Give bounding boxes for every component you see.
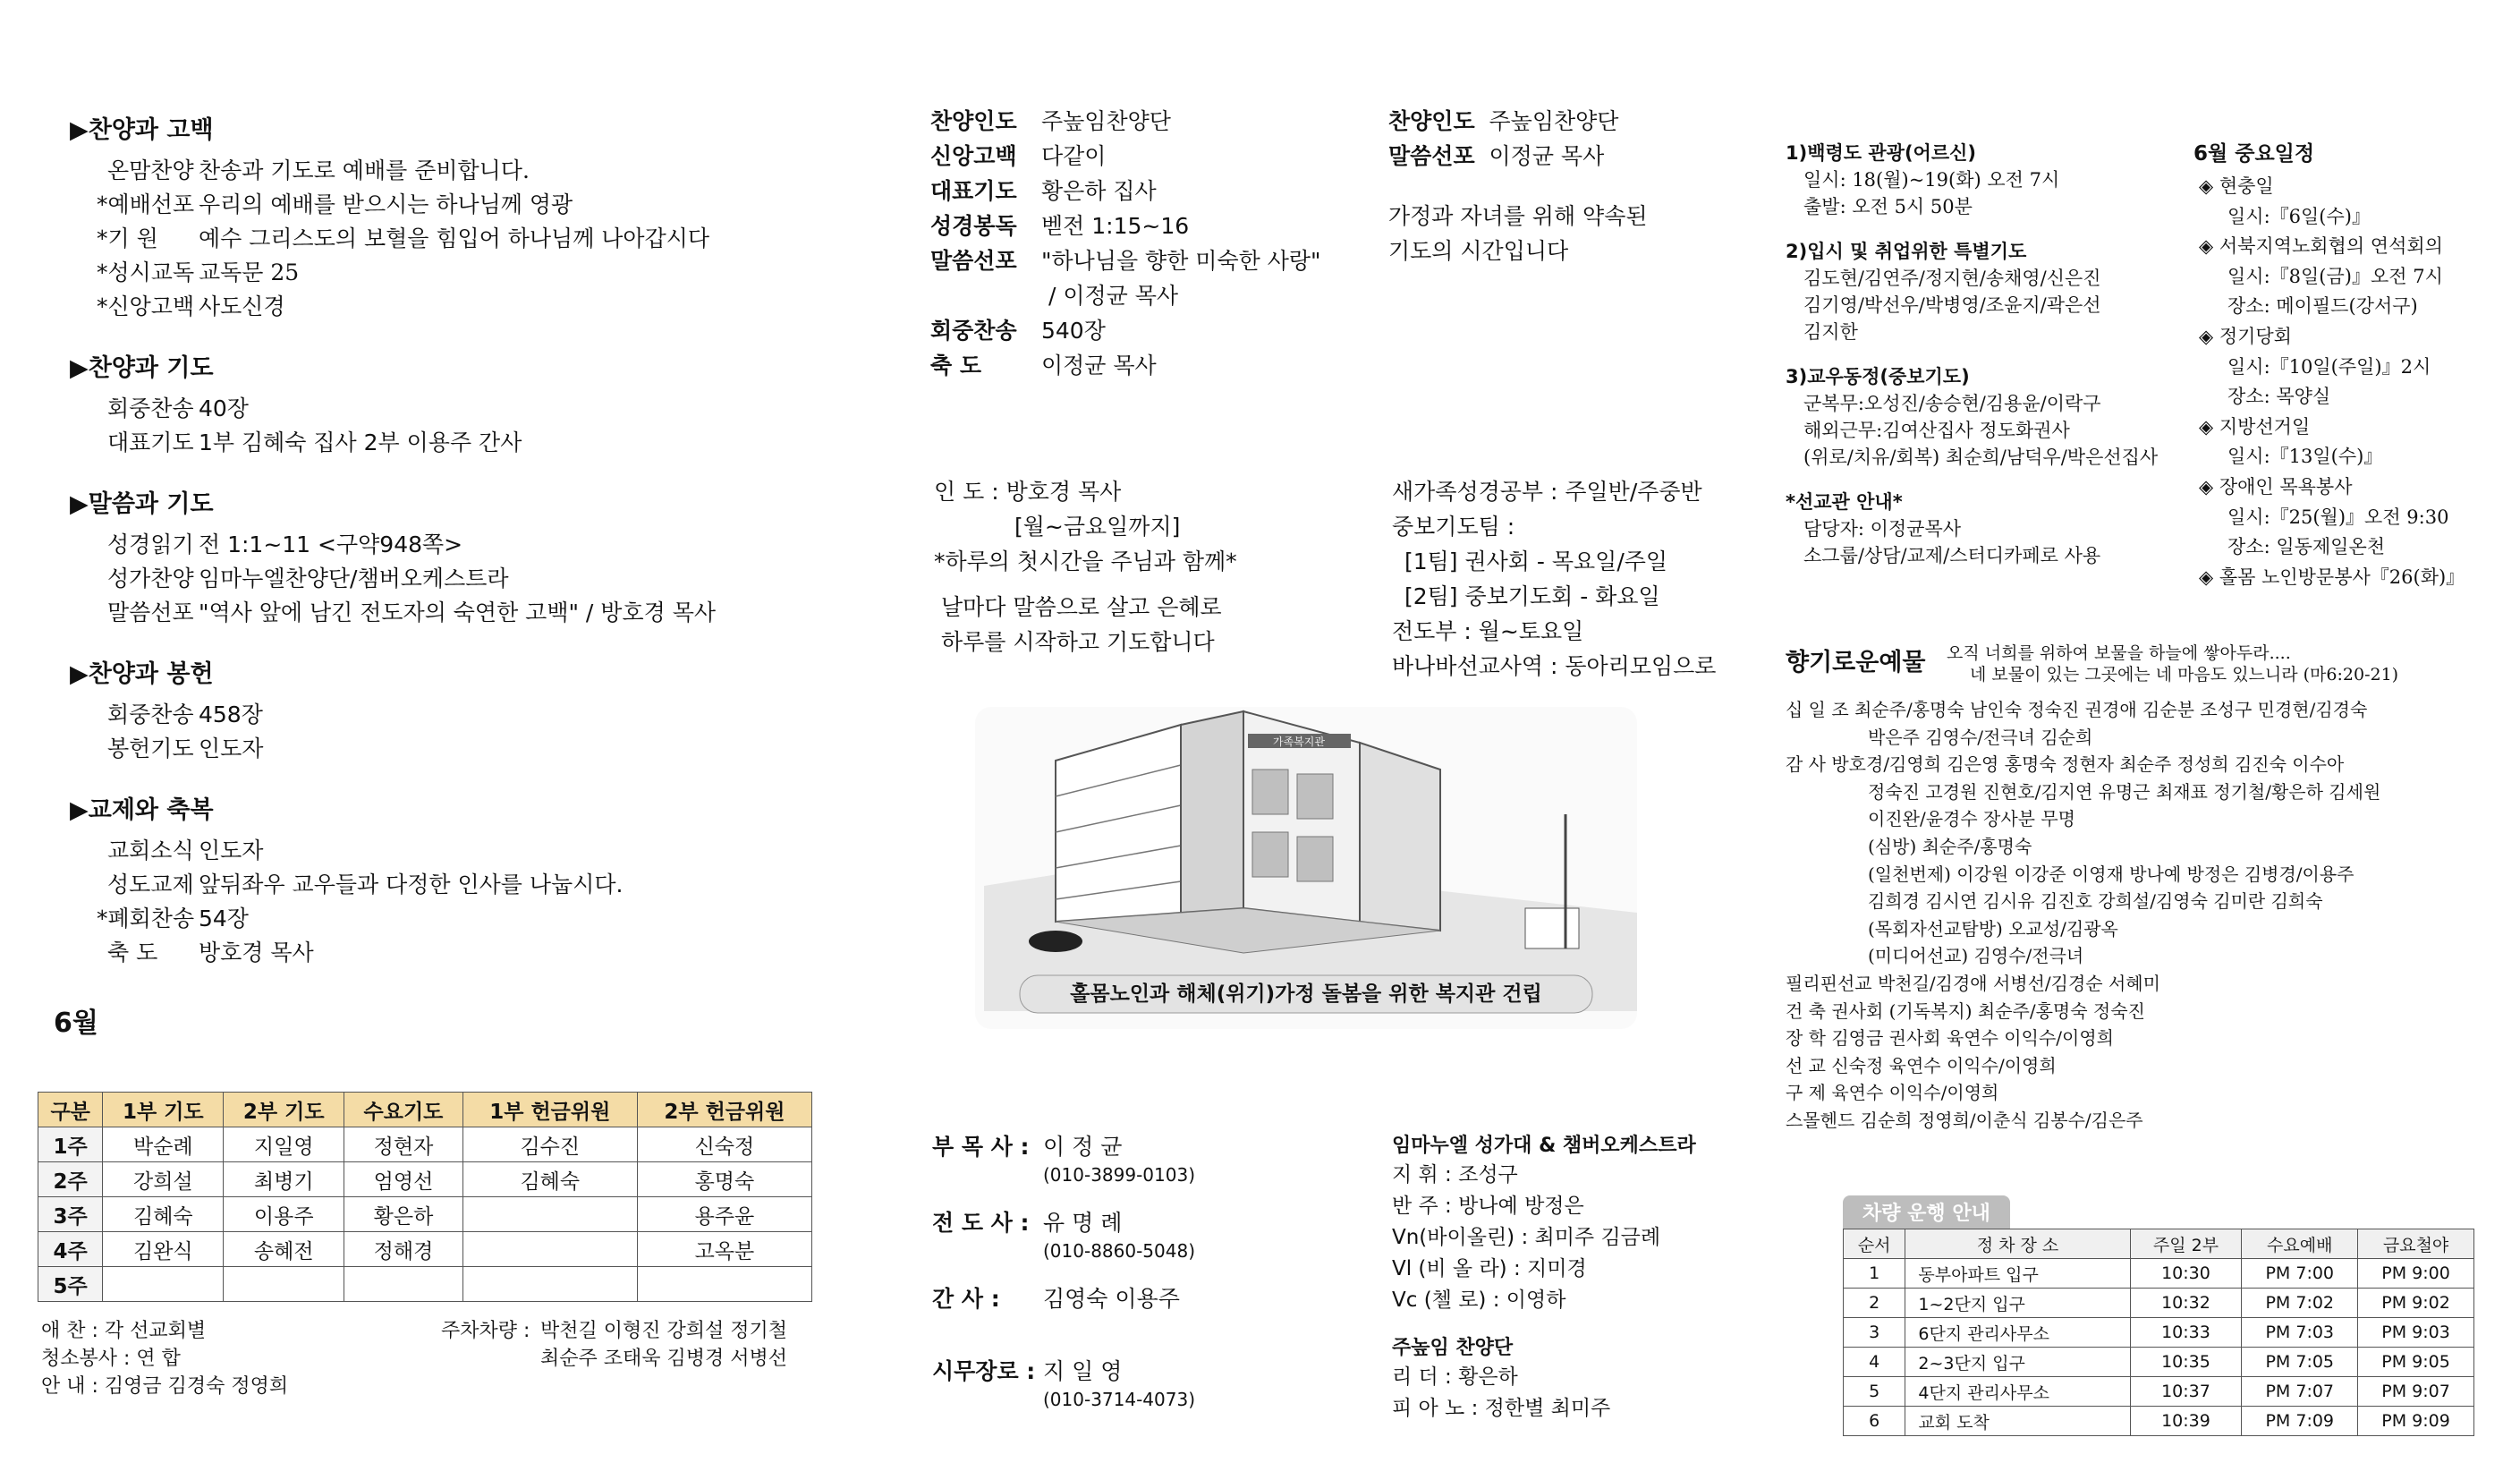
vehicle-cell: 4단지 관리사무소 (1905, 1377, 2130, 1407)
june-line: 장소: 메이필드(강서구) (2227, 295, 2418, 318)
staff-phone: (010-8860-5048) (1043, 1240, 1196, 1262)
order-text: 앞뒤좌우 교우들과 다정한 인사를 나눕시다. (199, 872, 624, 897)
family-line-4: [2팀] 중보기도회 - 화요일 (1404, 583, 1660, 609)
roster-cell: 5주 (38, 1267, 103, 1302)
roster-cell (462, 1232, 637, 1267)
family-line-3: [1팀] 권사회 - 목요일/주일 (1404, 549, 1668, 574)
order-row (70, 528, 875, 562)
news-line: 김지한 (1803, 321, 1858, 343)
roster-header: 1부 헌금위원 (462, 1093, 637, 1127)
vehicle-title: 차량 운행 안내 (1843, 1195, 2010, 1229)
usher-line: 안 내 : 김영금 김경숙 정영희 (41, 1375, 289, 1398)
order-label: 축 도 (107, 940, 158, 965)
order-label: 성가찬양 (107, 566, 194, 591)
roster-cell: 1주 (38, 1127, 103, 1162)
staff-phone: (010-3714-4073) (1043, 1389, 1196, 1410)
offering-line: 박은주 김영수/전극녀 김순희 (1868, 726, 2093, 748)
truck (1525, 908, 1579, 948)
staff-entry (932, 1281, 1362, 1316)
order-label: 봉헌기도 (107, 736, 194, 761)
vehicle-header: 금요철야 (2358, 1229, 2474, 1259)
roster-cell: 정해경 (344, 1232, 463, 1267)
order-label: 대표기도 (107, 430, 194, 455)
news-line: 출발: 오전 5시 50분 (1803, 196, 1973, 217)
vehicle-row (1844, 1348, 2474, 1377)
choir-line-5: Vc (첼 로) : 이영하 (1392, 1289, 1566, 1312)
order-text: 예수 그리스도의 보혈을 힘입어 하나님께 나아갑시다 (199, 225, 710, 251)
vehicle-cell: 6 (1844, 1407, 1905, 1436)
sb-label-1: 찬양인도 (1388, 108, 1475, 134)
roster-cell: 엄영선 (344, 1162, 463, 1197)
service-value: 이정균 목사 (1041, 353, 1157, 379)
bottom-left-info (41, 1317, 828, 1400)
sb-value-1: 주높임찬양단 (1489, 108, 1619, 134)
offering-line: 선 교 신숙정 육연수 이익수/이영희 (1786, 1054, 2057, 1076)
roster-row (38, 1162, 812, 1197)
service-row (930, 174, 1360, 208)
worship-order (70, 113, 875, 997)
offering-line: 김희경 김시연 김시유 김진호 강희설/김영숙 김미란 김희숙 (1868, 890, 2323, 913)
service-row (930, 104, 1360, 139)
offering-line: 건 축 권사회 (기독복지) 최순주/홍명숙 정숙진 (1786, 999, 2145, 1022)
order-text: 방호경 목사 (199, 940, 314, 965)
vehicle-cell: PM 7:09 (2242, 1407, 2358, 1436)
staff-label: 전 도 사 : (932, 1210, 1030, 1236)
order-row (70, 698, 875, 732)
roster-cell: 신숙정 (637, 1127, 811, 1162)
vehicle-cell: PM 9:03 (2358, 1318, 2474, 1348)
sb-line-3: 가정과 자녀를 위해 약속된 (1388, 203, 1648, 229)
section-heading: ▶교제와 축복 (70, 796, 214, 824)
agape-line: 애 찬 : 각 선교회별 (41, 1320, 207, 1342)
staff-entry (932, 1354, 1362, 1410)
staff-phone: (010-3899-0103) (1043, 1164, 1196, 1186)
service-label: 축 도 (930, 353, 982, 379)
vehicle-cell: 5 (1844, 1377, 1905, 1407)
news-line: 일시: 18(월)~19(화) 오전 7시 (1803, 169, 2060, 191)
order-row (70, 562, 875, 596)
dawn-line-3: *하루의 첫시간을 주님과 함께* (934, 549, 1237, 574)
order-label: *폐회찬송 (97, 906, 195, 931)
roster-cell (344, 1267, 463, 1302)
service-value: 황은하 집사 (1041, 178, 1157, 204)
order-row (70, 868, 875, 902)
vehicle-header: 주일 2부 (2130, 1229, 2242, 1259)
order-row (70, 256, 875, 290)
roster-cell: 3주 (38, 1197, 103, 1232)
june-line: 일시:『13일(수)』 (2227, 446, 2383, 468)
vehicle-cell: 2~3단지 입구 (1905, 1348, 2130, 1377)
roster-header: 2부 헌금위원 (637, 1093, 811, 1127)
vehicle-cell: 교회 도착 (1905, 1407, 2130, 1436)
vehicle-cell: PM 9:02 (2358, 1289, 2474, 1318)
offering-line: 스몰헨드 김순희 정영희/이춘식 김봉수/김은주 (1786, 1109, 2143, 1131)
staff-entry (932, 1205, 1362, 1262)
vehicle-cell: 6단지 관리사무소 (1905, 1318, 2130, 1348)
choir-line-6: 리 더 : 황은하 (1392, 1365, 1518, 1389)
vehicle-cell: 2 (1844, 1289, 1905, 1318)
service-row (930, 139, 1360, 174)
sb-value-2: 이정균 목사 (1489, 143, 1605, 169)
order-label: 회중찬송 (107, 396, 194, 421)
roster-cell (462, 1267, 637, 1302)
roster-row (38, 1197, 812, 1232)
roster-header: 구분 (38, 1093, 103, 1127)
order-row (70, 834, 875, 868)
offering-line: (목회자선교탐방) 오교성/김광옥 (1868, 917, 2118, 940)
service-b (1388, 104, 1782, 268)
news-line: 담당자: 이정균목사 (1803, 518, 1962, 540)
offering-line: 정숙진 고경원 진현호/김지연 유명근 최재표 정기철/황은하 김세원 (1868, 780, 2381, 803)
building-drawing (975, 707, 1637, 1029)
roster-cell: 박순례 (103, 1127, 224, 1162)
offering-title: 향기로운예물 (1786, 649, 1926, 676)
choir-line-2: 반 주 : 방나예 방정은 (1392, 1195, 1584, 1218)
june-line: 장소: 일동제일온천 (2227, 536, 2386, 558)
june-title: 6월 중요일정 (2193, 142, 2315, 166)
service-label: 찬양인도 (930, 108, 1017, 134)
staff-entry (932, 1129, 1362, 1186)
june-line: 장소: 목양실 (2227, 386, 2331, 408)
vehicle-cell: 4 (1844, 1348, 1905, 1377)
roster-cell (462, 1197, 637, 1232)
vehicle-cell: 3 (1844, 1318, 1905, 1348)
order-text: 54장 (199, 906, 249, 931)
news-head: *선교관 안내* (1786, 491, 1903, 513)
roster-cell: 강희설 (103, 1162, 224, 1197)
vehicle-table (1843, 1229, 2474, 1436)
order-text: 전 1:1~11 <구약948쪽> (199, 532, 463, 557)
vehicle-row (1844, 1259, 2474, 1289)
dawn-line-1: 인 도 : 방호경 목사 (934, 479, 1122, 505)
family-line-6: 바나바선교사역 : 동아리모임으로 (1392, 653, 1717, 679)
roster-cell: 김수진 (462, 1127, 637, 1162)
june-line: ◈ 현충일 (2199, 175, 2274, 197)
service-value: 벧전 1:15~16 (1041, 213, 1190, 239)
order-label: 말씀선포 (107, 600, 194, 625)
june-line: 일시:『8일(금)』오전 7시 (2227, 265, 2443, 287)
section-heading: ▶찬양과 고백 (70, 116, 214, 144)
order-section (70, 487, 875, 630)
staff-label: 부 목 사 : (932, 1134, 1030, 1160)
vehicle-cell: PM 7:07 (2242, 1377, 2358, 1407)
service-row (930, 243, 1360, 278)
news-line: 김도현/김연주/정지현/송채영/신은진 (1803, 268, 2101, 289)
order-label: 회중찬송 (107, 702, 194, 727)
offering-line: 감 사 방호경/김영희 김은영 홍명숙 정현자 최순주 정성희 김진숙 이수아 (1786, 753, 2345, 776)
dawn-line-5: 하루를 시작하고 기도합니다 (941, 629, 1215, 655)
choir-line-4: Vl (비 올 라) : 지미경 (1392, 1257, 1587, 1280)
order-row (70, 936, 875, 970)
staff-name: 이 정 균 (1043, 1134, 1123, 1160)
vehicle-cell: 10:33 (2130, 1318, 2242, 1348)
news-list (1786, 140, 2197, 587)
section-heading: ▶찬양과 봉헌 (70, 660, 214, 688)
news-line: 군복무:오성진/송승현/김용윤/이락구 (1803, 393, 2101, 414)
vehicle-cell: PM 9:00 (2358, 1259, 2474, 1289)
order-text: 사도신경 (199, 293, 285, 319)
vehicle-row (1844, 1289, 2474, 1318)
staff-label: 시무장로 : (932, 1358, 1036, 1384)
vehicle-cell: 1 (1844, 1259, 1905, 1289)
news-head: 2)입시 및 취업위한 특별기도 (1786, 241, 2027, 262)
order-text: 찬송과 기도로 예배를 준비합니다. (199, 157, 530, 183)
service-label: 회중찬송 (930, 318, 1017, 344)
vehicle-section (1843, 1195, 2474, 1436)
order-label: 성경읽기 (107, 532, 194, 557)
vehicle-header: 정 차 장 소 (1905, 1229, 2130, 1259)
vehicle-cell: PM 7:03 (2242, 1318, 2358, 1348)
service-label: 신앙고백 (930, 143, 1017, 169)
vehicle-cell: 1~2단지 입구 (1905, 1289, 2130, 1318)
roster-cell: 이용주 (224, 1197, 344, 1232)
service-value: "하나님을 향한 미숙한 사랑" (1041, 248, 1321, 274)
service-row (930, 278, 1360, 313)
order-label: 성도교제 (107, 872, 194, 897)
news-item (1786, 140, 2197, 220)
vehicle-cell: PM 9:05 (2358, 1348, 2474, 1377)
offering-line: 구 제 육연수 이익수/이영희 (1786, 1082, 1999, 1104)
news-line: 소그룹/상담/교제/스터디카페로 사용 (1803, 545, 2101, 566)
section-heading: ▶말씀과 기도 (70, 490, 214, 518)
roster-cell: 용주윤 (637, 1197, 811, 1232)
june-line: ◈ 서북지역노회협의 연석회의 (2199, 235, 2443, 258)
roster-cell: 황은하 (344, 1197, 463, 1232)
choir-title: 임마누엘 성가대 & 챔버오케스트라 (1392, 1135, 1696, 1157)
news-item (1786, 363, 2197, 471)
service-row (930, 313, 1360, 348)
order-text: "역사 앞에 남긴 전도자의 숙연한 고백" / 방호경 목사 (199, 600, 716, 625)
vehicle-row (1844, 1318, 2474, 1348)
offering-line: 장 학 김영금 권사회 육연수 이익수/이영희 (1786, 1027, 2114, 1050)
order-text: 인도자 (199, 838, 264, 863)
vehicle-cell: PM 9:07 (2358, 1377, 2474, 1407)
offering-line: (일천번제) 이강원 이강준 이영재 방나예 방정은 김병경/이용주 (1868, 863, 2355, 885)
order-label: 교회소식 (107, 838, 194, 863)
vehicle-cell: PM 7:00 (2242, 1259, 2358, 1289)
sb-label-2: 말씀선포 (1388, 143, 1475, 169)
family-line-2: 중보기도팀 : (1392, 514, 1515, 540)
staff-name: 지 일 영 (1043, 1358, 1123, 1384)
staff-row (932, 1205, 1362, 1240)
june-line: ◈ 정기당회 (2199, 325, 2292, 347)
order-section (70, 793, 875, 970)
june-line: ◈ 장애인 목욕봉사 (2199, 475, 2353, 498)
sb-line-4: 기도의 시간입니다 (1388, 238, 1569, 264)
roster-header: 2부 기도 (224, 1093, 344, 1127)
offering-line: (심방) 최순주/홍명숙 (1868, 835, 2032, 857)
car (1029, 931, 1082, 952)
news-head: 1)백령도 관광(어르신) (1786, 142, 1977, 164)
section-heading: ▶찬양과 기도 (70, 354, 214, 382)
staff-name: 김영숙 이용주 (1043, 1286, 1180, 1312)
news-item (1786, 238, 2197, 345)
order-section (70, 657, 875, 766)
offering-line: 이진완/윤경수 장사분 무명 (1868, 808, 2075, 830)
roster-cell: 2주 (38, 1162, 103, 1197)
order-row (70, 426, 875, 460)
service-label: 대표기도 (930, 178, 1017, 204)
parking-line-1: 박천길 이형진 강희설 정기철 (540, 1320, 788, 1342)
service-label: 말씀선포 (930, 248, 1017, 274)
choir-line-3: Vn(바이올린) : 최미주 김금례 (1392, 1226, 1661, 1249)
june-line: ◈ 홀몸 노인방문봉사『26(화)』 (2199, 566, 2465, 588)
roster-row (38, 1127, 812, 1162)
cleaning-line: 청소봉사 : 연 합 (41, 1348, 181, 1370)
news-line: 해외근무:김여산집사 정도화권사 (1803, 420, 2070, 441)
order-label: *예배선포 (97, 191, 195, 217)
order-label: 온맘찬양 (107, 157, 194, 183)
order-row (70, 732, 875, 766)
order-row (70, 222, 875, 256)
roster-cell: 송혜전 (224, 1232, 344, 1267)
order-row (70, 188, 875, 222)
dawn-prayer (934, 474, 1363, 659)
vehicle-header: 수요예배 (2242, 1229, 2358, 1259)
order-text: 임마누엘찬양단/챔버오케스트라 (199, 566, 509, 591)
offering-line: (미디어선교) 김영수/전극녀 (1868, 945, 2084, 967)
staff-row (932, 1129, 1362, 1164)
vehicle-cell: 10:39 (2130, 1407, 2242, 1436)
family-line-5: 전도부 : 월~토요일 (1392, 618, 1584, 644)
vehicle-cell: 10:32 (2130, 1289, 2242, 1318)
vehicle-cell: PM 7:05 (2242, 1348, 2358, 1377)
order-text: 우리의 예배를 받으시는 하나님께 영광 (199, 191, 573, 217)
staff-row (932, 1281, 1362, 1316)
roster-cell: 지일영 (224, 1127, 344, 1162)
roster-cell (637, 1267, 811, 1302)
vehicle-cell: 10:37 (2130, 1377, 2242, 1407)
order-row (70, 290, 875, 324)
order-text: 40장 (199, 396, 249, 421)
vehicle-row (1844, 1407, 2474, 1436)
choir-info (1392, 1132, 1786, 1425)
vehicle-header: 순서 (1844, 1229, 1905, 1259)
dawn-line-4: 날마다 말씀으로 살고 은혜로 (941, 594, 1222, 620)
offering-verse-1: 오직 너희를 위하여 보물을 하늘에 쌓아두라.... (1947, 643, 2291, 663)
june-line: 일시:『25(월)』오전 9:30 (2227, 506, 2449, 528)
roster-cell: 김혜숙 (103, 1197, 224, 1232)
family-ministry (1392, 474, 1786, 684)
june-line: ◈ 지방선거일 (2199, 415, 2311, 438)
order-label: *기 원 (97, 225, 158, 251)
roster-table (38, 1092, 812, 1302)
choir-title-2: 주높임 찬양단 (1392, 1337, 1514, 1359)
service-value: / 이정균 목사 (1048, 283, 1179, 309)
order-text: 교독문 25 (199, 259, 300, 285)
roster-cell: 4주 (38, 1232, 103, 1267)
roster-cell: 홍명숙 (637, 1162, 811, 1197)
staff-name: 유 명 례 (1043, 1210, 1123, 1236)
building-illustration (975, 707, 1637, 1029)
roster-cell: 김완식 (103, 1232, 224, 1267)
service-value: 다같이 (1041, 143, 1107, 169)
service-value: 540장 (1041, 318, 1106, 344)
service-value: 주높임찬양단 (1041, 108, 1171, 134)
order-row (70, 154, 875, 188)
vehicle-cell: 10:35 (2130, 1348, 2242, 1377)
dawn-line-2: [월~금요일까지] (1014, 514, 1181, 540)
news-item (1786, 489, 2197, 569)
roster-cell (224, 1267, 344, 1302)
service-a (930, 104, 1360, 383)
order-row (70, 392, 875, 426)
service-row (930, 348, 1360, 383)
roster-header: 수요기도 (344, 1093, 463, 1127)
vehicle-cell: PM 9:09 (2358, 1407, 2474, 1436)
order-row (70, 902, 875, 936)
june-schedule (2193, 136, 2516, 592)
choir-line-1: 지 휘 : 조성구 (1392, 1163, 1518, 1187)
service-row (930, 208, 1360, 243)
vehicle-cell: PM 7:02 (2242, 1289, 2358, 1318)
vehicle-cell: 10:30 (2130, 1259, 2242, 1289)
order-section (70, 351, 875, 460)
order-row (70, 596, 875, 630)
roster-header: 1부 기도 (103, 1093, 224, 1127)
roster-cell: 정현자 (344, 1127, 463, 1162)
roster-cell: 고옥분 (637, 1232, 811, 1267)
roster-row (38, 1232, 812, 1267)
order-section (70, 113, 875, 324)
offering-verse-2: 네 보물이 있는 그곳에는 네 마음도 있느니라 (마6:20-21) (1970, 665, 2399, 685)
offering-section (1786, 642, 2501, 1135)
building-sign: 가족복지관 (1273, 736, 1325, 748)
choir-line-7: 피 아 노 : 정한별 최미주 (1392, 1397, 1611, 1420)
roster-cell (103, 1267, 224, 1302)
offering-line: 필리핀선교 박천길/김경애 서병선/김경순 서혜미 (1786, 972, 2160, 994)
month-title: 6월 (54, 1008, 98, 1039)
order-text: 인도자 (199, 736, 264, 761)
news-head: 3)교우동정(중보기도) (1786, 366, 1970, 387)
parking-line-2: 최순주 조태욱 김병경 서병선 (540, 1348, 788, 1370)
news-line: 김기영/박선우/박병영/조윤지/곽은선 (1803, 294, 2101, 316)
roster-cell: 김혜숙 (462, 1162, 637, 1197)
service-label: 성경봉독 (930, 213, 1017, 239)
order-text: 1부 김혜숙 집사 2부 이용주 간사 (199, 430, 522, 455)
offering-line: 십 일 조 최순주/홍명숙 남인숙 정숙진 권경애 김순분 조성구 민경현/김경숙 (1786, 699, 2368, 720)
june-line: 일시:『6일(수)』 (2227, 205, 2371, 227)
vehicle-cell: 동부아파트 입구 (1905, 1259, 2130, 1289)
vehicle-row (1844, 1377, 2474, 1407)
june-line: 일시:『10일(주일)』2시 (2227, 355, 2431, 378)
staff-list (932, 1129, 1362, 1430)
building-caption: 홀몸노인과 해체(위기)가정 돌봄을 위한 복지관 건립 (1070, 982, 1542, 1006)
roster-row (38, 1267, 812, 1302)
order-label: *신앙고백 (97, 293, 195, 319)
roster-cell: 최병기 (224, 1162, 344, 1197)
parking-label: 주차차량 : (441, 1320, 530, 1342)
staff-row (932, 1354, 1362, 1389)
family-line-1: 새가족성경공부 : 주일반/주중반 (1392, 479, 1702, 505)
news-line: (위로/치유/회복) 최순희/남덕우/박은선집사 (1803, 447, 2159, 468)
order-text: 458장 (199, 702, 263, 727)
staff-label: 간 사 : (932, 1286, 1000, 1312)
order-label: *성시교독 (97, 259, 195, 285)
